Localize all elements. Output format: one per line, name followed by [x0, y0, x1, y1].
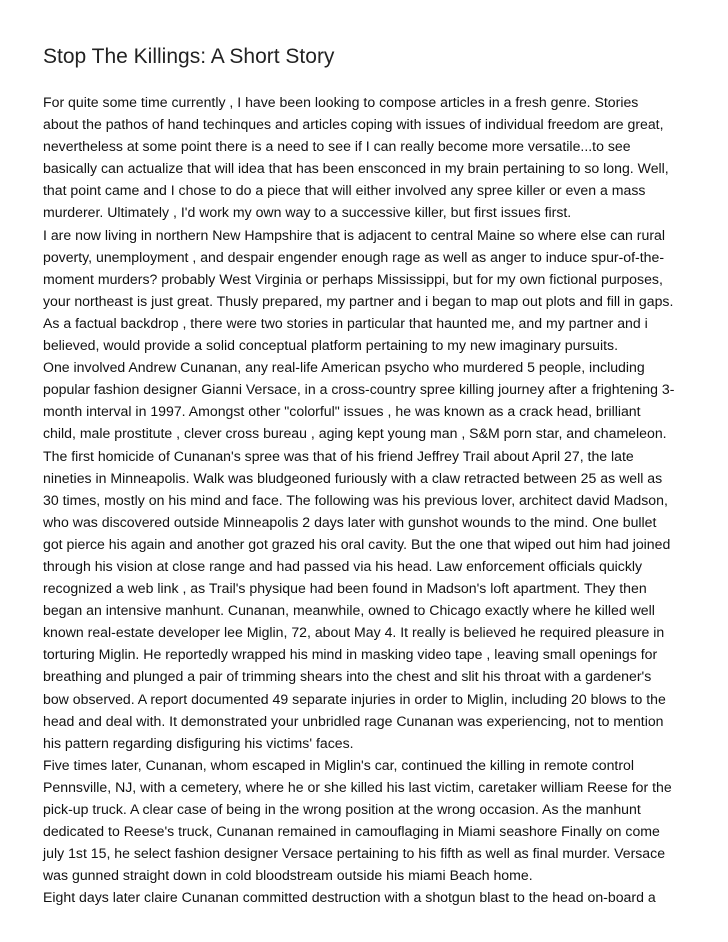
text-line: began an intensive manhunt. Cunanan, meanwhile, owned to Chicago exactly where he killed well	[43, 602, 655, 619]
text-line: breathing and plunged a pair of trimming shears into the chest and slit his throat with a gardener's	[43, 668, 652, 685]
text-line: torturing Miglin. He reportedly wrapped his mind in masking video tape , leaving small openings for	[43, 646, 658, 663]
text-line: popular fashion designer Gianni Versace, in a cross-country spree killing journey after a frightening 3-	[43, 381, 675, 398]
text-line: murderer. Ultimately , I'd work my own way to a successive killer, but first issues first.	[43, 204, 572, 221]
text-line: month interval in 1997. Amongst other "colorful" issues , he was known as a crack head, brilliant	[43, 403, 641, 420]
text-line: For quite some time currently , I have been looking to compose articles in a fresh genre. Stories	[43, 94, 639, 110]
text-line: nineties in Minneapolis. Walk was bludgeoned furiously with a claw retracted between 25 as well as	[43, 469, 663, 486]
text-line: who was discovered outside Minneapolis 2 days later with gunshot wounds to the mind. One bullet	[43, 513, 657, 530]
text-line: One involved Andrew Cunanan, any real-life American psycho who murdered 5 people, including	[43, 359, 645, 376]
text-line: moment murders? probably West Virginia or perhaps Mississippi, but for my own fictional purposes,	[43, 270, 663, 287]
document-title: Stop The Killings: A Short Story	[43, 45, 335, 68]
text-line: was gunned straight down in cold bloodstream outside his miami Beach home.	[43, 867, 533, 884]
text-line: nevertheless at some point there is a need to see if I can really become more versatile...to see	[43, 138, 631, 155]
text-line: poverty, unemployment , and despair engender enough rage as well as anger to induce spur-of-the-	[43, 248, 665, 265]
text-line: about the pathos of hand techinques and articles coping with issues of individual freedom are great,	[43, 116, 664, 133]
text-line: 30 times, mostly on his mind and face. The following was his previous lover, architect david Madson,	[43, 491, 668, 508]
text-line: known real-estate developer lee Miglin, 72, about May 4. It really is believed he required pleasure in	[43, 624, 665, 641]
text-line: I are now living in northern New Hampshire that is adjacent to central Maine so where else can rural	[43, 226, 665, 243]
text-line: bow observed. A report documented 49 separate injuries in order to Miglin, including 20 blows to the	[43, 690, 666, 707]
text-line: basically can actualize that will idea that has been ensconced in my brain pertaining to so long. Well,	[43, 160, 669, 177]
text-line: Eight days later claire Cunanan committed destruction with a shotgun blast to the head on-board a	[43, 889, 656, 906]
text-line: got pierce his again and another got grazed his oral cavity. But the one that wiped out him had joined	[43, 535, 671, 552]
text-line: The first homicide of Cunanan's spree was that of his friend Jeffrey Trail about April 27, the late	[43, 447, 634, 464]
text-line: through his vision at close range and had passed via his head. Law enforcement officials quickly	[43, 557, 643, 574]
text-line: recognized a web link , as Trail's physique had been found in Madson's loft apartment. They then	[43, 580, 647, 597]
text-line: july 1st 15, he select fashion designer Versace pertaining to his fifth as well as final murder. Versace	[43, 845, 666, 862]
text-line: head and deal with. It demonstrated your unbridled rage Cunanan was experiencing, not to mention	[43, 712, 664, 729]
text-line: dedicated to Reese's truck, Cunanan remained in camouflaging in Miami seashore Finally on come	[43, 823, 660, 840]
text-line: child, male prostitute , clever cross bureau , aging kept young man , S&M porn star, and chameleon.	[43, 425, 667, 442]
text-line: Pennsville, NJ, with a cemetery, where he or she killed his last victim, caretaker william Reese for the	[43, 778, 672, 795]
text-line: Five times later, Cunanan, whom escaped in Miglin's car, continued the killing in remote control	[43, 756, 635, 773]
text-line: that point came and I chose to do a piece that will either involved any spree killer or even a mass	[43, 182, 646, 199]
text-line: his pattern regarding disfiguring his victims' faces.	[43, 734, 354, 751]
document-body	[43, 91, 703, 908]
text-line: pick-up truck. A clear case of being in the wrong position at the wrong occasion. As the manhunt	[43, 801, 641, 817]
text-line: believed, would provide a solid conceptual platform pertaining to my new imaginary pursuits.	[43, 337, 619, 354]
text-line: your northeast is just great. Thusly prepared, my partner and i began to map out plots and fill in gaps.	[43, 292, 674, 309]
text-line: As a factual backdrop , there were two stories in particular that haunted me, and my partner and i	[43, 314, 648, 331]
